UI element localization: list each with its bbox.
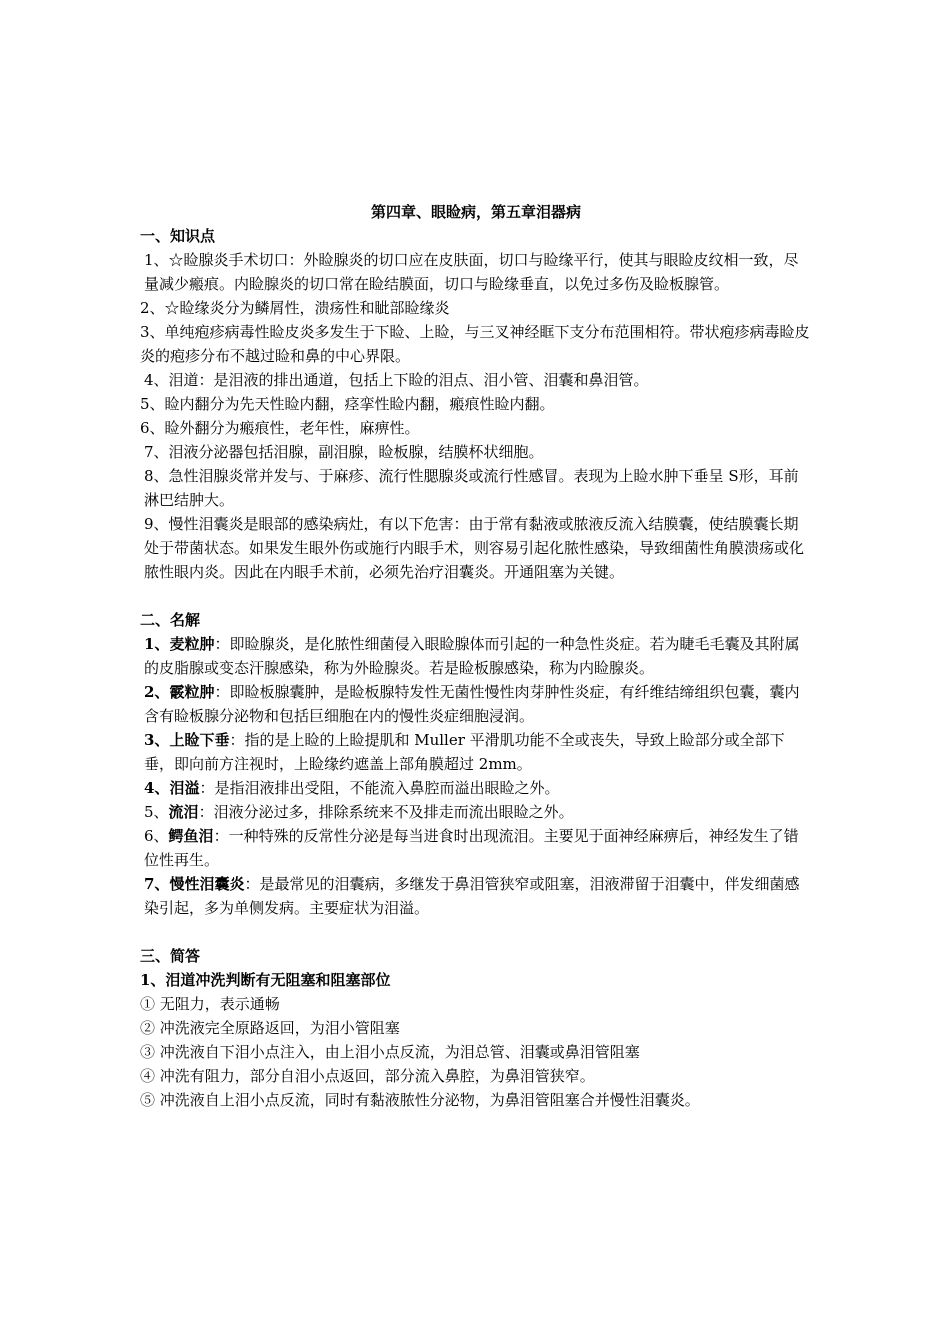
list-item: 4、泪道：是泪液的排出通道，包括上下睑的泪点、泪小管、泪囊和鼻泪管。 (144, 371, 649, 389)
list-item: 7、泪液分泌器包括泪腺，副泪腺，睑板腺，结膜杯状细胞。 (144, 443, 544, 461)
section-heading: 三、简答 (140, 947, 201, 965)
list-item: 5、睑内翻分为先天性睑内翻，痉挛性睑内翻，瘢痕性睑内翻。 (140, 395, 555, 413)
list-item: 8、急性泪腺炎常并发与、于麻疹、流行性腮腺炎或流行性感冒。表现为上睑水肿下垂呈 S形，耳前淋巴结肿大。 (144, 467, 799, 509)
subsection-heading: 1、泪道冲洗判断有无阻塞和阻塞部位 (140, 971, 391, 989)
section-heading: 一、知识点 (140, 227, 216, 245)
definition-item: 6、鳄鱼泪：一种特殊的反常性分泌是每当进食时出现流泪。主要见于面神经麻痹后，神经发生了错位性再生。 (144, 827, 799, 869)
list-item: ③ 冲洗液自下泪小点注入，由上泪小点反流，为泪总管、泪囊或鼻泪管阻塞 (140, 1043, 640, 1061)
list-item: ⑤ 冲洗液自上泪小点反流，同时有黏液脓性分泌物，为鼻泪管阻塞合并慢性泪囊炎。 (140, 1091, 700, 1109)
term: 上睑下垂 (169, 731, 230, 749)
definition-item: 7、慢性泪囊炎：是最常见的泪囊病，多继发于鼻泪管狭窄或阻塞，泪液滞留于泪囊中，伴发细菌感染引起，多为单侧发病。主要症状为泪溢。 (144, 875, 800, 917)
list-item: 1、☆睑腺炎手术切口：外睑腺炎的切口应在皮肤面，切口与睑缘平行，使其与眼睑皮纹相一致，尽量减少瘢痕。内睑腺炎的切口常在睑结膜面，切口与睑缘垂直，以免过多伤及睑板腺管。 (144, 251, 799, 293)
term: 流泪 (168, 803, 199, 821)
list-item: ④ 冲洗有阻力，部分自泪小点返回，部分流入鼻腔，为鼻泪管狭窄。 (140, 1067, 595, 1085)
list-item: 9、慢性泪囊炎是眼部的感染病灶，有以下危害：由于常有黏液或脓液反流入结膜囊，使结膜囊长期处于带菌状态。如果发生眼外伤或施行内眼手术，则容易引起化脓性感染，导致细菌性角膜溃疡或化脓性眼内炎。因此在内眼手术前，必须先治疗泪囊炎。开通阻塞为关键。 (144, 515, 805, 581)
definition-item: 1、麦粒肿：即睑腺炎，是化脓性细菌侵入眼睑腺体而引起的一种急性炎症。若为睫毛毛囊及其附属的皮脂腺或变态汗腺感染，称为外睑腺炎。若是睑板腺感染，称为内睑腺炎。 (144, 635, 800, 677)
definition-item: 5、流泪：泪液分泌过多，排除系统来不及排走而流出眼睑之外。 (144, 803, 574, 821)
list-item: ② 冲洗液完全原路返回，为泪小管阻塞 (140, 1019, 400, 1037)
definition-item: 2、霰粒肿：即睑板腺囊肿，是睑板腺特发性无菌性慢性肉芽肿性炎症，有纤维结缔组织包囊，囊内含有睑板腺分泌物和包括巨细胞在内的慢性炎症细胞浸润。 (144, 683, 800, 725)
page-title: 第四章、眼睑病，第五章泪器病 (370, 203, 581, 221)
term: 麦粒肿 (169, 635, 215, 653)
definition-item: 3、上睑下垂：指的是上睑的上睑提肌和 Muller 平滑肌功能不全或丧失，导致上睑部分或全部下垂，即向前方注视时，上睑缘约遮盖上部角膜超过 2mm。 (144, 731, 785, 773)
section-heading: 二、名解 (140, 611, 201, 629)
document-page (140, 200, 812, 1112)
term: 泪溢 (169, 779, 200, 797)
definition-item: 4、泪溢：是指泪液排出受阻，不能流入鼻腔而溢出眼睑之外。 (144, 779, 560, 797)
term: 霰粒肿 (169, 683, 215, 701)
list-item: 3、单纯疱疹病毒性睑皮炎多发生于下睑、上睑，与三叉神经眶下支分布范围相符。带状疱疹病毒睑皮炎的疱疹分布不越过睑和鼻的中心界限。 (140, 323, 810, 365)
term: 慢性泪囊炎 (169, 875, 245, 893)
list-item: 6、睑外翻分为瘢痕性，老年性，麻痹性。 (140, 419, 420, 437)
list-item: ① 无阻力，表示通畅 (140, 995, 280, 1013)
term: 鳄鱼泪 (168, 827, 214, 845)
list-item: 2、☆睑缘炎分为鳞屑性，溃疡性和眦部睑缘炎 (140, 299, 450, 317)
